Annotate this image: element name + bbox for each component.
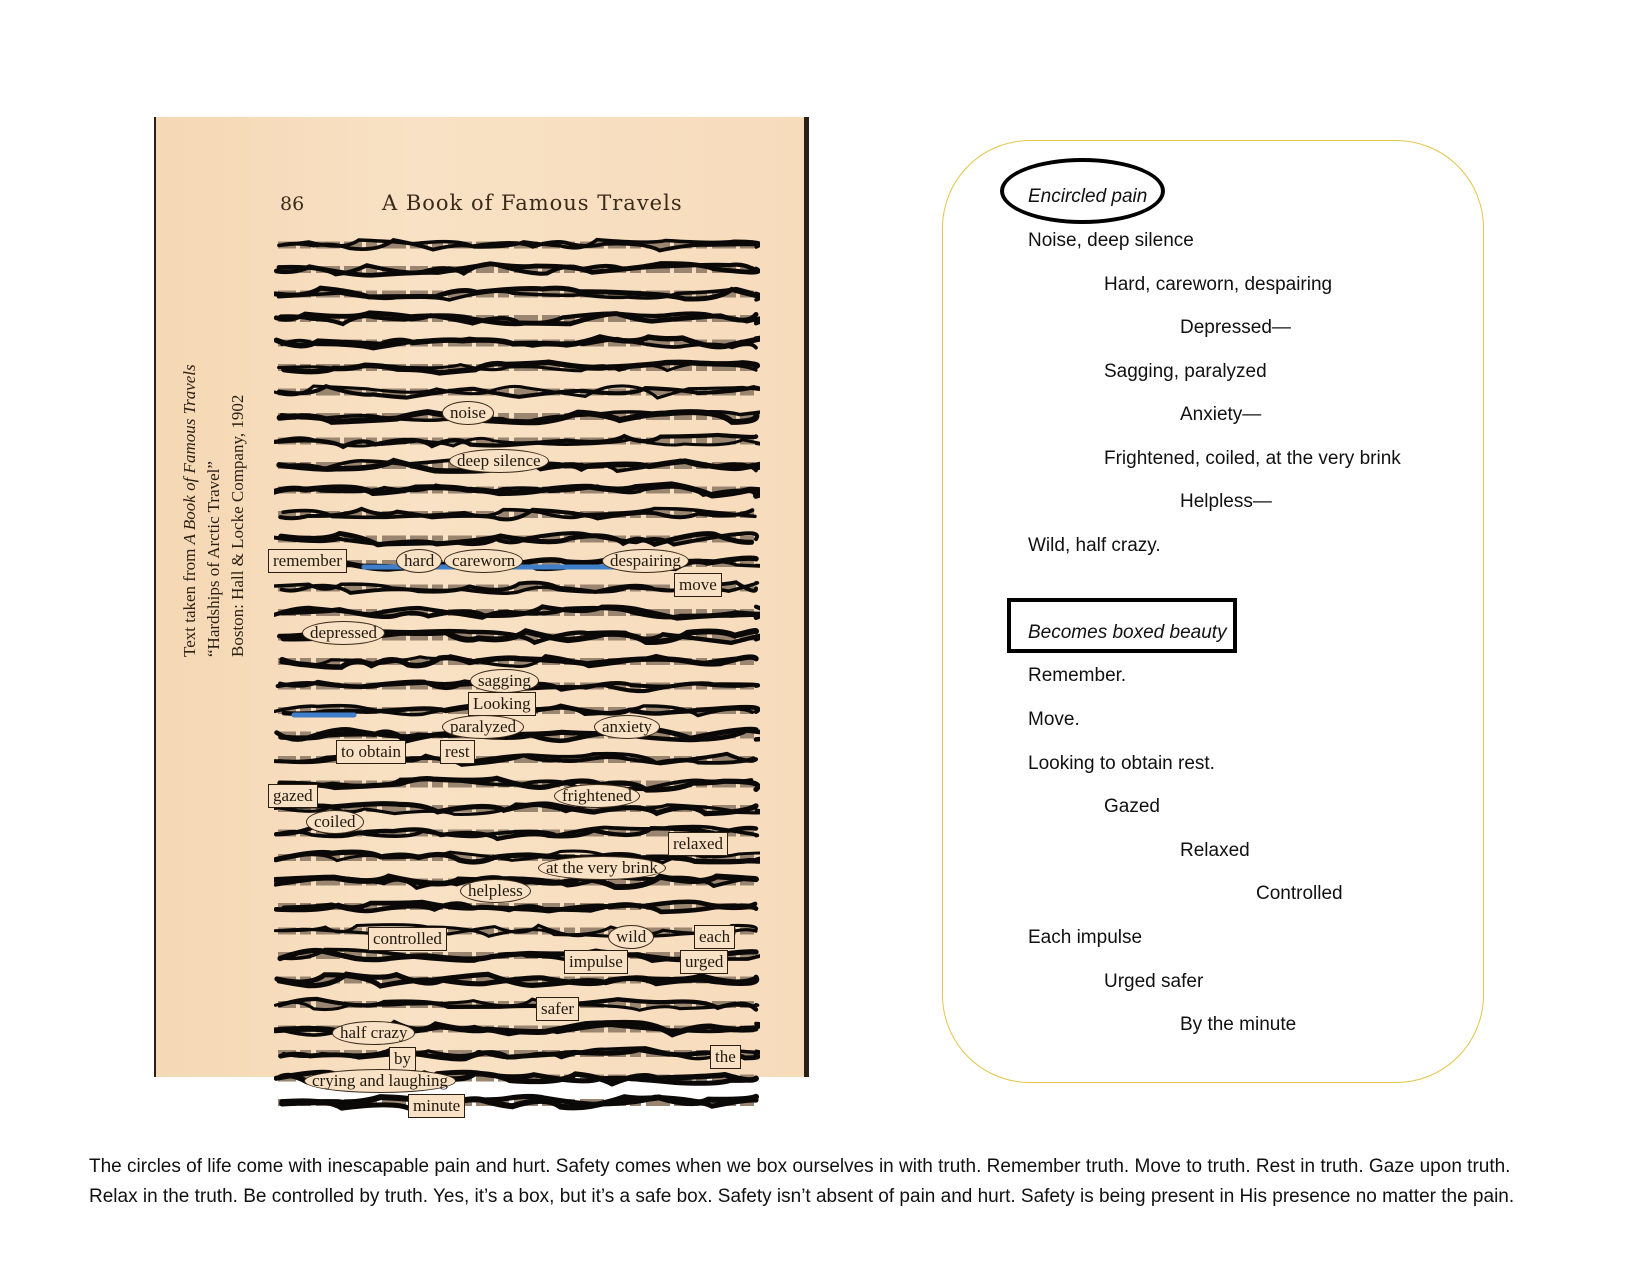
found-word: crying and laughing [304,1069,456,1093]
found-word: despairing [602,549,689,573]
found-word: by [389,1047,416,1071]
found-word: wild [608,925,654,949]
found-word: urged [680,950,728,974]
poem-line: Wild, half crazy. [1028,535,1161,556]
found-word: half crazy [332,1021,415,1045]
page-number: 86 [280,193,305,215]
found-word: at the very brink [538,856,666,880]
source-chapter: “Hardships of Arctic Travel” [204,461,223,657]
source-book-title: A Book of Famous Travels [180,364,199,545]
found-word: noise [442,401,494,425]
found-word: deep silence [449,449,549,473]
poem-line: Helpless— [1180,491,1272,512]
caption-line: Relax in the truth. Be controlled by truth. Yes, it’s a box, but it’s a safe box. Safety isn’t absent of pain and hurt. Safety is being present in His presence no matter the pain. [89,1186,1515,1207]
source-prefix: Text taken from [180,544,199,657]
found-word: minute [408,1094,465,1118]
poem-line: Urged safer [1104,971,1204,992]
poem-line: Hard, careworn, despairing [1104,274,1333,295]
reflection-caption [89,1152,1569,1212]
poem-part1-title: Encircled pain [1028,186,1148,207]
poem-line: Relaxed [1180,840,1250,861]
found-word: hard [396,549,442,573]
found-word: frightened [554,784,640,808]
found-word: impulse [564,950,628,974]
poem-line: Frightened, coiled, at the very brink [1104,448,1401,469]
found-word: to obtain [336,740,406,764]
source-caption [178,364,250,657]
marker-stroke [274,484,760,496]
poem-line: Anxiety— [1180,404,1262,425]
found-word: controlled [368,927,447,951]
poem-line: Each impulse [1028,927,1143,948]
poem-line: Controlled [1256,883,1343,904]
poem-line: Depressed— [1180,317,1291,338]
poem-line: Remember. [1028,665,1127,686]
poem-line: By the minute [1180,1014,1297,1035]
found-word: coiled [306,810,364,834]
found-word: helpless [460,879,531,903]
caption-line: The circles of life come with inescapable pain and hurt. Safety comes when we box ourselves in with truth. Remember truth. Move to truth. Rest in truth. Gaze upon truth. [89,1156,1511,1177]
found-word: careworn [444,549,523,573]
poem-line: Gazed [1104,796,1160,817]
found-word: paralyzed [442,715,524,739]
found-word: anxiety [594,715,660,739]
book-page [154,117,809,1115]
found-word: depressed [302,621,385,645]
poem-line: Move. [1028,709,1080,730]
found-word: Looking [468,692,536,716]
found-word: the [710,1045,741,1069]
poem-part2-title: Becomes boxed beauty [1028,622,1227,643]
blacked-out-text [274,237,760,1127]
found-word: sagging [470,669,539,693]
poem-line: Looking to obtain rest. [1028,753,1215,774]
found-word: remember [268,549,347,573]
found-word: move [674,573,722,597]
found-word: each [694,925,735,949]
poem-line: Sagging, paralyzed [1104,361,1267,382]
source-publisher: Boston: Hall & Locke Company, 1902 [228,394,247,657]
poem-line: Noise, deep silence [1028,230,1194,251]
found-word: relaxed [668,832,728,856]
found-word: rest [440,740,475,764]
found-word: gazed [268,784,318,808]
found-word: safer [536,997,579,1021]
running-title: A Book of Famous Travels [382,191,683,215]
